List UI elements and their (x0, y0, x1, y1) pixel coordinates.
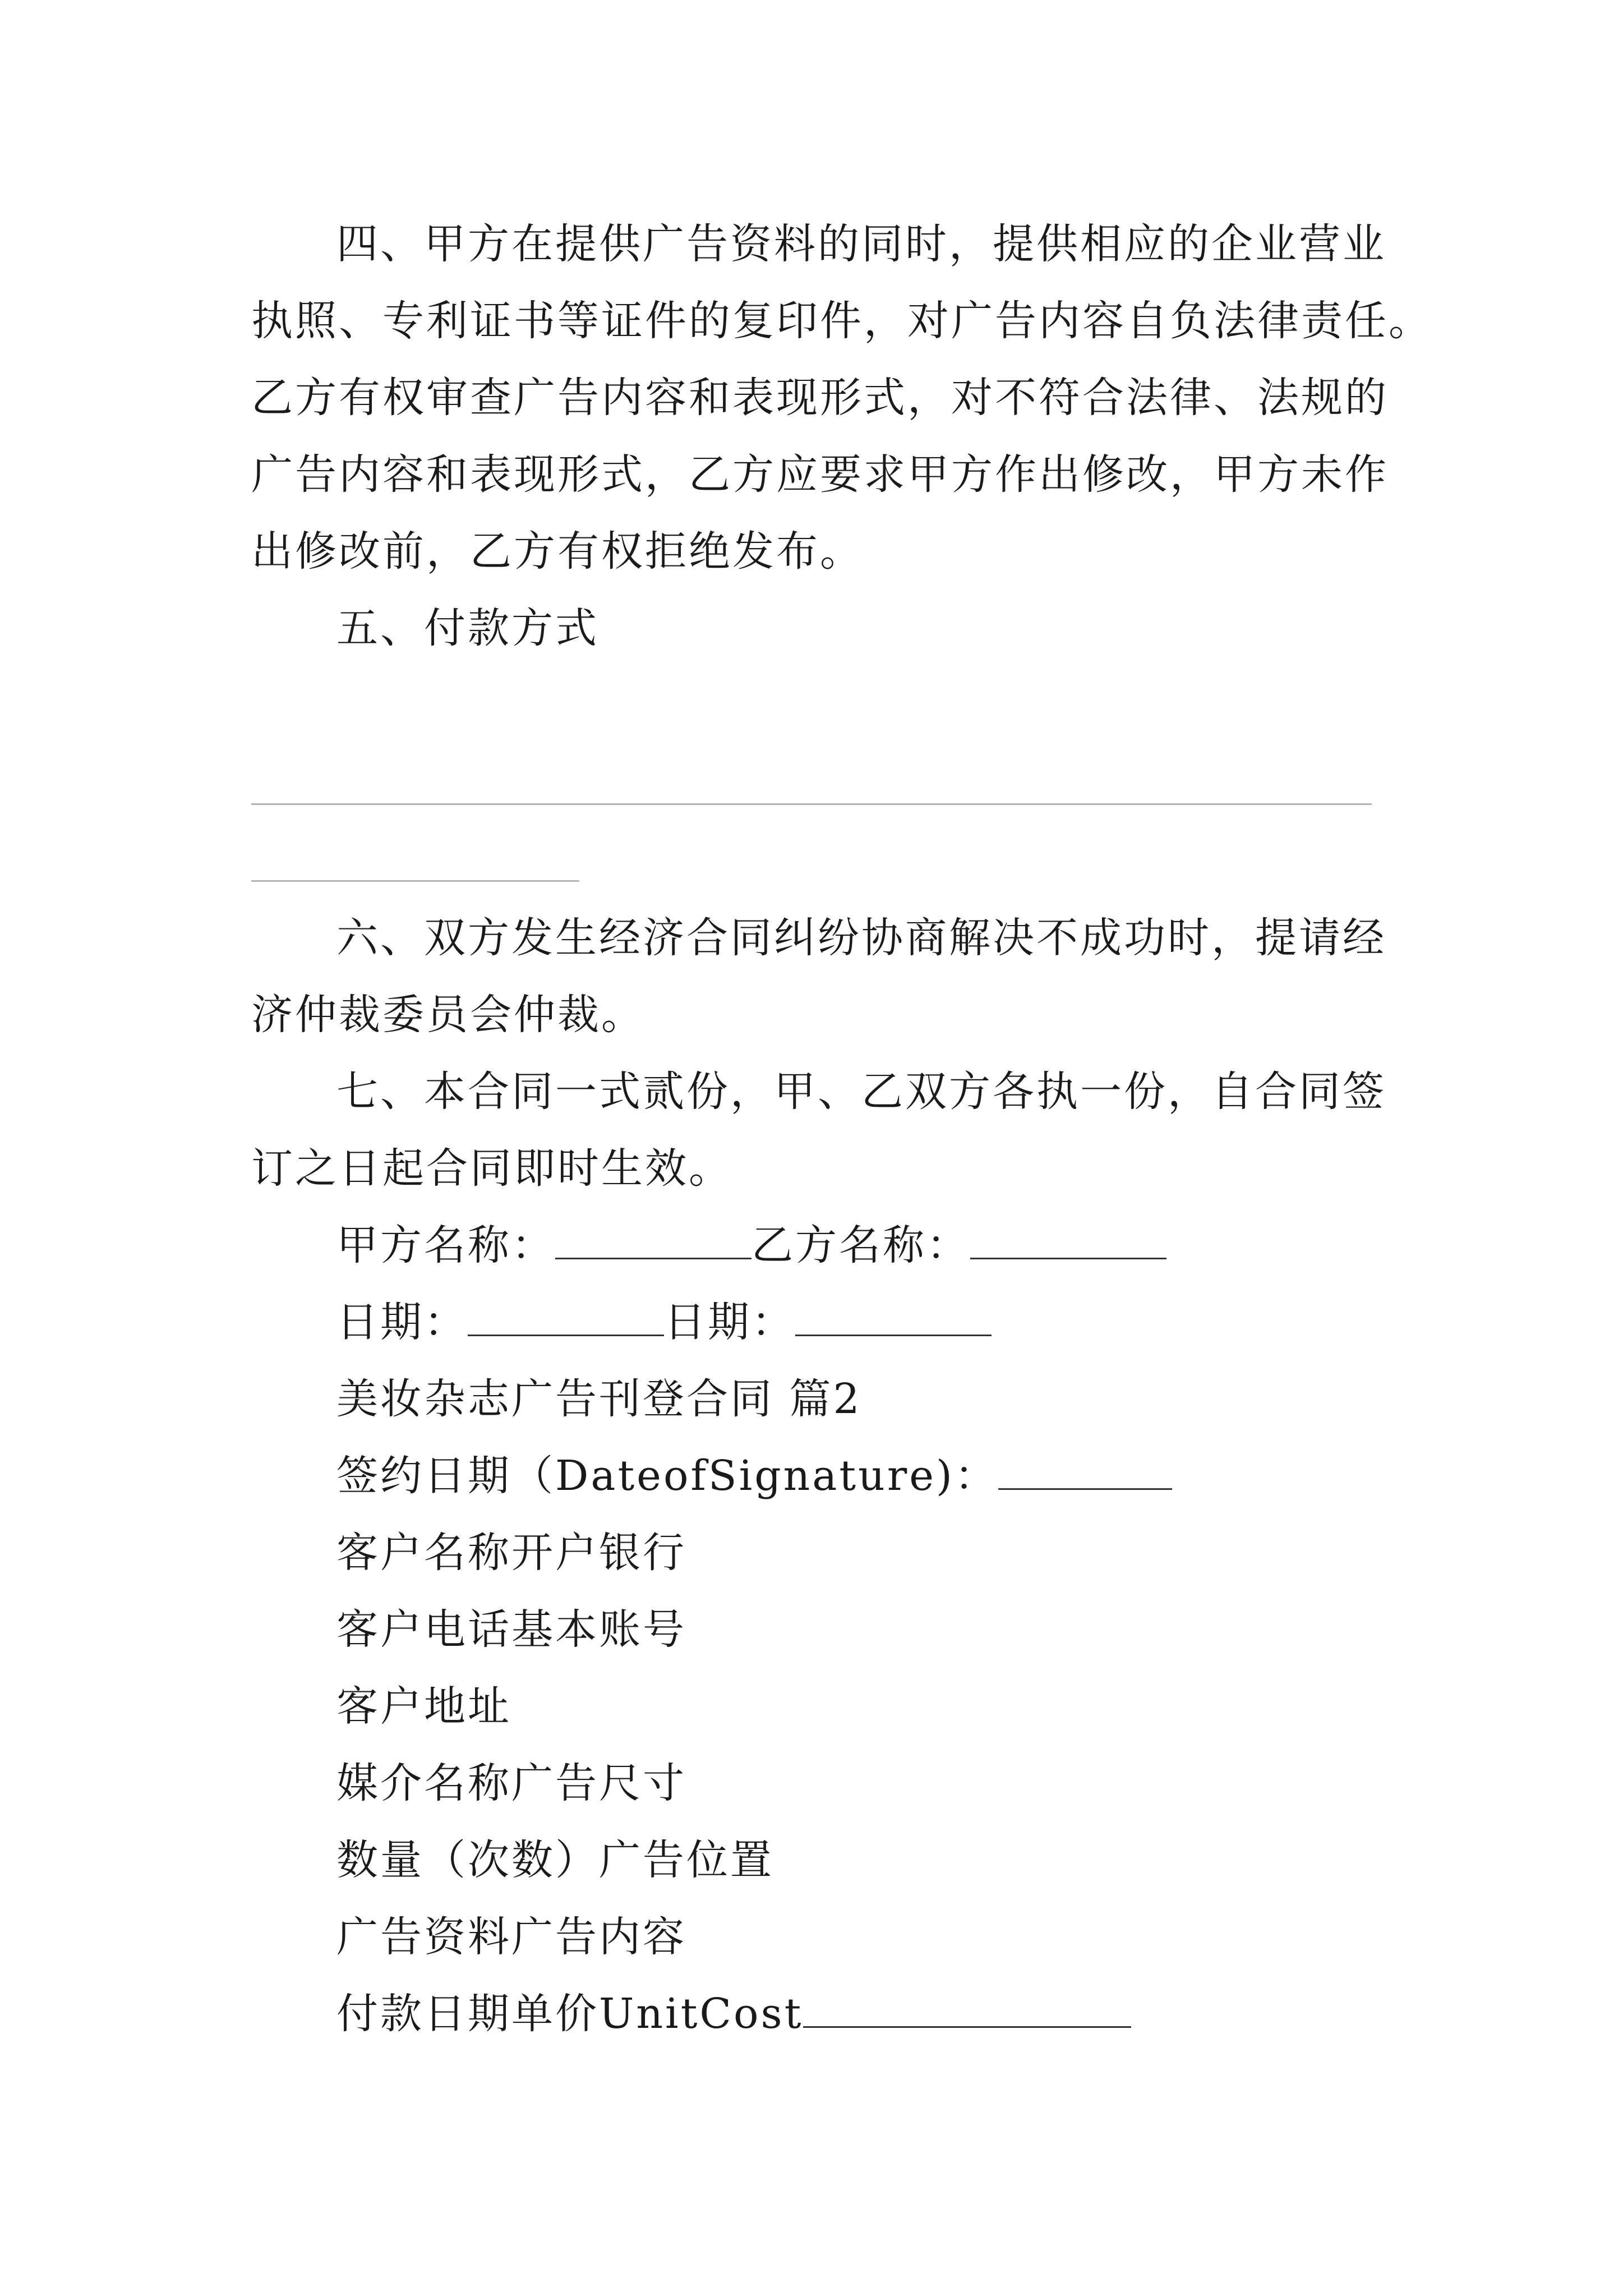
field-ad-material-content: 广告资料广告内容 (336, 1913, 686, 1961)
item6-line-2: 济仲裁委员会仲裁。 (251, 991, 645, 1039)
party-a-name-field[interactable] (555, 1224, 751, 1259)
party-names-row (336, 1217, 1166, 1273)
field-client-phone-account: 客户电话基本账号 (336, 1605, 686, 1654)
party-a-date-label: 日期： (336, 1298, 468, 1346)
field-quantity-ad-position: 数量（次数）广告位置 (336, 1836, 774, 1884)
item4-line-2: 执照、专利证书等证件的复印件，对广告内容自负法律责任。 (251, 297, 1432, 345)
party-b-name-label: 乙方名称： (751, 1221, 970, 1269)
party-b-date-field[interactable] (795, 1301, 992, 1336)
payment-method-rule-1 (251, 803, 1372, 805)
party-dates-row (336, 1294, 992, 1350)
item4-line-3: 乙方有权审查广告内容和表现形式，对不符合法律、法规的 (251, 374, 1389, 422)
item6-line-1: 六、双方发生经济合同纠纷协商解决不成功时，提请经 (336, 914, 1386, 962)
payment-date-unit-cost-label: 付款日期单价UnitCost (336, 1990, 804, 2038)
unit-cost-field[interactable] (803, 1993, 1131, 2028)
item7-line-2: 订之日起合同即时生效。 (251, 1144, 732, 1193)
field-client-address: 客户地址 (336, 1682, 511, 1731)
signing-date-row (336, 1448, 1172, 1504)
party-b-name-field[interactable] (970, 1224, 1166, 1259)
payment-method-rule-2 (251, 880, 579, 882)
item4-line-1: 四、甲方在提供广告资料的同时，提供相应的企业营业 (336, 220, 1386, 268)
item5-heading: 五、付款方式 (336, 604, 599, 652)
signing-date-field[interactable] (998, 1455, 1172, 1490)
item4-line-5: 出修改前，乙方有权拒绝发布。 (251, 527, 864, 576)
party-b-date-label: 日期： (664, 1298, 795, 1346)
party-a-date-field[interactable] (468, 1301, 664, 1336)
item7-line-1: 七、本合同一式贰份，甲、乙双方各执一份，自合同签 (336, 1068, 1386, 1116)
section2-title: 美妆杂志广告刊登合同 篇2 (336, 1375, 862, 1423)
payment-date-unit-cost-row (336, 1986, 1131, 2042)
field-media-name-ad-size: 媒介名称广告尺寸 (336, 1759, 686, 1807)
field-client-name-bank: 客户名称开户银行 (336, 1529, 686, 1577)
item4-line-4: 广告内容和表现形式，乙方应要求甲方作出修改，甲方未作 (251, 450, 1389, 499)
signing-date-label: 签约日期（DateofSignature)： (336, 1452, 998, 1500)
party-a-name-label: 甲方名称： (336, 1221, 555, 1269)
